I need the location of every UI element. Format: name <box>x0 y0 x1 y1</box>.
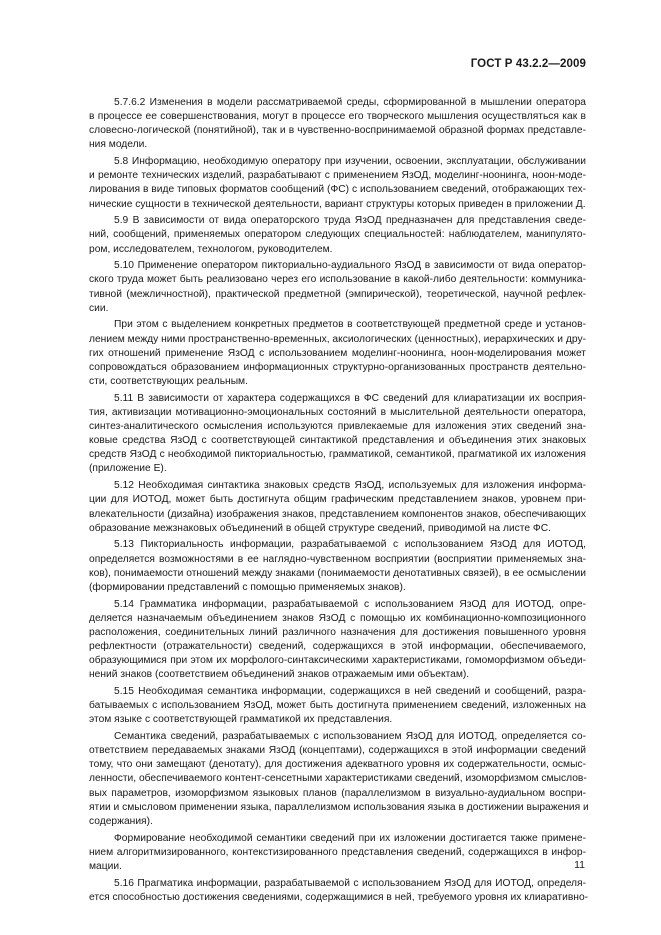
text-line: Формирование необходимой семантики сведений при их изложении достигается также примене- <box>114 832 586 844</box>
text-line: ром, исследователем, технологом, руководителем. <box>89 243 333 255</box>
paragraph-p-5-15 <box>89 685 586 727</box>
text-line: 5.9 В зависимости от вида операторского труда ЯзОД предназначен для представления сведе- <box>114 215 586 227</box>
text-line: 5.13 Пикториальность информации, разрабатываемой с использованием ЯзОД для ИОТОД, <box>114 539 586 551</box>
text-line: 5.7.6.2 Изменения в модели рассматриваемой среды, сформированной в мышлении оператора <box>114 97 586 108</box>
text-line: 5.10 Применение оператором пикториально-аудиального ЯзОД в зависимости от вида оператор- <box>114 260 586 272</box>
text-line: в процессе ее совершенствования, могут в процессе его творческого мышления осуществляться как в <box>89 111 586 123</box>
paragraph-p-5-13 <box>89 538 586 595</box>
text-line: ния модели. <box>89 139 148 151</box>
text-line: ции для ИОТОД, может быть достигнута общим графическим представлением знаков, уровнем при- <box>89 494 586 506</box>
text-line: влекательности (дизайна) изображения знаков, представлением компонентов знаков, обеспечивающих <box>89 508 586 520</box>
text-line: При этом с выделением конкретных предметов в соответствующей предметной среде и установ- <box>114 319 586 331</box>
text-line: батываемых с использованием ЯзОД, может быть достигнута применением сведений, изложенных на <box>89 700 586 712</box>
text-line: лирования в виде типовых форматов сообщений (ФС) с использованием сведений, отображающих тех- <box>89 184 586 196</box>
paragraph-p-5-15-b <box>89 730 589 829</box>
text-line: образующимися при этом их морфолого-синтаксическими характеристиками, гомоморфизмом объеди- <box>89 655 586 667</box>
text-line: сии. <box>89 302 109 314</box>
text-line: средств ЯзОД с необходимой пикториальностью, грамматикой, семантикой, прагматикой их изложения <box>89 449 586 461</box>
paragraph-p-5-7-6-2 <box>89 96 586 153</box>
text-line: 5.16 Прагматика информации, разрабатываемой с использованием ЯзОД для ИОТОД, определя- <box>114 877 586 889</box>
paragraph-p-5-10 <box>89 259 586 316</box>
text-line: (формировании представлений с помощью применяемых знаков). <box>89 581 406 593</box>
text-line: содержания). <box>89 815 153 827</box>
text-line: сти, соответствующих реальным. <box>89 376 248 388</box>
text-line: тивной (межличностной), практической предметной (эмпирической), теоретической, научной рефлек- <box>89 288 586 300</box>
text-line: лением между ними пространственно-временных, аксиологических (ценностных), иерархических и дру- <box>89 333 586 345</box>
text-line: 5.8 Информацию, необходимую оператору при изучении, освоении, эксплуатации, обслуживании <box>114 156 586 168</box>
text-line: нием алгоритмизированного, контекстизированного представления сведений, содержащихся в инфор- <box>89 846 586 858</box>
text-line: ского труда может быть реализовано через его использование в какой-либо деятельности: коммуника- <box>89 274 586 286</box>
text-line: тому, что они замещают (денотату), для достижения адекватного уровня их содержательности, осмыс- <box>89 759 586 771</box>
text-line: вых параметров, изоморфизмом языковых планов (параллелизмом в визуально-аудиальном воспри- <box>89 787 586 799</box>
text-line: гих отношений применение ЯзОД с использованием моделинг-ноонинга, ноон-моделирования может <box>89 347 586 359</box>
text-line: ний, сообщений, применяемых оператором следующих специальностей: наблюдателем, манипулято- <box>89 229 586 241</box>
text-line: 5.14 Грамматика информации, разрабатываемой с использованием ЯзОД для ИОТОД, опре- <box>114 598 586 610</box>
text-line: 5.15 Необходимая семантика информации, содержащихся в ней сведений и сообщений, разра- <box>114 685 586 697</box>
paragraph-p-5-8 <box>89 155 586 212</box>
text-line: рефлектности (отражательности) сведений, содержащихся в этой информации, обеспечиваемого, <box>89 640 586 652</box>
text-line: (приложение Е). <box>89 463 167 475</box>
text-line: нений знаков (соответствием объединений знаков отражаемым ими объектам). <box>89 669 470 681</box>
paragraph-p-5-12 <box>89 479 586 536</box>
text-line: тия, активизации мотивационно-эмоциональных состояний в мыслительной деятельности оператора, <box>89 406 586 418</box>
text-line: 5.11 В зависимости от характера содержащихся в ФС сведений для клиаратизации их восприя- <box>114 392 586 404</box>
text-line: расположения, соединительных линий различного назначения для достижения повышенного уровня <box>89 626 586 638</box>
text-line: нические сущности в технической деятельности, вариант структуры которых приведен в приложении Д. <box>89 198 586 210</box>
text-line: ков), понимаемости отношений между знаками (понимаемости денотативных связей), в ее осмыслении <box>89 567 586 579</box>
text-line: ковые средства ЯзОД с соответствующей синтактикой представления и объединения этих знаковых <box>89 435 586 447</box>
text-line: Семантика сведений, разрабатываемых с использованием ЯзОД для ИОТОД, определяется со- <box>114 730 586 742</box>
text-line: ятии и смысловом применении языка, параллелизмом использования языка в достижении выражения и <box>89 801 589 813</box>
text-line: ответствием передаваемых знаками ЯзОД (концептами), содержащихся в этой информации сведений <box>89 745 586 757</box>
text-line: мации. <box>89 860 122 872</box>
paragraph-p-5-9 <box>89 214 586 256</box>
paragraph-p-5-16 <box>89 877 589 905</box>
text-line: словесно-логической (понятийной), так и в чувственно-воспринимаемой образной формах представле- <box>89 125 586 137</box>
document-body <box>89 96 589 907</box>
text-line: ется способностью достижения сведениями, содержащимися в ней, требуемого уровня их клиаративно- <box>89 891 589 903</box>
text-line: определяется возможностями в ее наглядно-чувственном восприятии (восприятии применяемых зна- <box>89 553 586 565</box>
text-line: деляется назначаемым объединением знаков ЯзОД с помощью их комбинационно-композиционного <box>89 612 586 624</box>
text-line: образование межзнаковых объединений в общей структуре сведений, приводимой на листе ФС. <box>89 522 551 534</box>
paragraph-p-5-11 <box>89 392 586 477</box>
paragraph-p-5-14 <box>89 598 586 683</box>
text-line: и ремонте технических изделий, разрабатывают с применением ЯзОД, моделинг-ноонинга, ноон-моде- <box>89 170 586 182</box>
text-line: синтез-аналитического осмысления используются привлекаемые для изложения этих сведений зна- <box>89 421 586 433</box>
text-line: сопровождаться образованием информационных структурно-организованных пространств деятельно- <box>89 361 586 373</box>
document-header-code: ГОСТ Р 43.2.2—2009 <box>470 58 586 70</box>
paragraph-p-5-15-c <box>89 832 586 874</box>
text-line: этом языке с соответствующей грамматикой их представления. <box>89 714 393 726</box>
page-number: 11 <box>574 859 585 871</box>
paragraph-p-5-10-b <box>89 318 586 389</box>
text-line: ленности, обеспечиваемого контент-сенсетными характеристиками сведений, изоморфизмом смыслов- <box>89 773 587 785</box>
text-line: 5.12 Необходимая синтактика знаковых средств ЯзОД, используемых для изложения информа- <box>114 480 586 492</box>
